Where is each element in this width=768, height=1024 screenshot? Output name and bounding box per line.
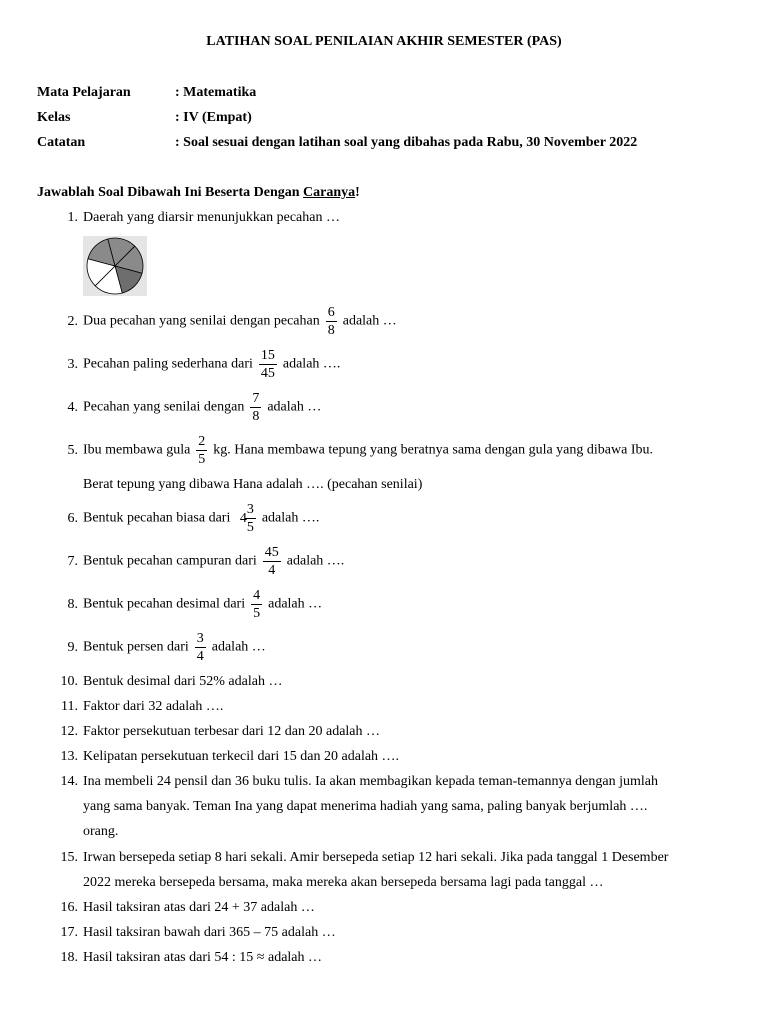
document-title: LATIHAN SOAL PENILAIAN AKHIR SEMESTER (PAS) — [206, 34, 562, 49]
question-number: 18. — [60, 950, 78, 965]
question-number: 8. — [67, 597, 78, 612]
instruction: Jawablah Soal Dibawah Ini Beserta Dengan Caranya! — [37, 185, 360, 200]
question-text: Dua pecahan yang senilai dengan pecahan $\frac{6}{8}$ adalah … — [83, 305, 397, 338]
question-text: Pecahan yang senilai dengan $\frac{7}{8}$ adalah … — [83, 391, 322, 424]
question-number: 9. — [67, 640, 78, 655]
fraction: $\frac{4}{5}$ — [253, 588, 261, 621]
question-text: Faktor persekutuan terbesar dari 12 dan 20 adalah … — [83, 724, 381, 739]
meta-label: Kelas — [37, 110, 71, 125]
pie-image — [83, 236, 147, 296]
question-text: Faktor dari 32 adalah …. — [83, 699, 224, 714]
meta-value: : Soal sesuai dengan latihan soal yang dibahas pada Rabu, 30 November 2022 — [175, 135, 638, 150]
question-number: 15. — [60, 850, 78, 865]
fraction: $\frac{6}{8}$ — [327, 305, 335, 338]
question-number: 13. — [60, 749, 78, 764]
question-number: 5. — [67, 443, 78, 458]
question-text: Bentuk persen dari $\frac{3}{4}$ adalah … — [83, 631, 266, 664]
question-text: Hasil taksiran atas dari 24 + 37 adalah … — [83, 900, 315, 915]
question-text: Ina membeli 24 pensil dan 36 buku tulis. Ia akan membagikan kepada teman-temannya dengan jumlah — [83, 774, 658, 789]
question-number: 16. — [60, 900, 78, 915]
question-number: 7. — [67, 554, 78, 569]
question-text: Bentuk pecahan biasa dari 4 $\frac{3}{5}$ adalah …. — [83, 502, 320, 535]
fraction: $\frac{15}{45}$ — [260, 348, 275, 381]
question-text: Kelipatan persekutuan terkecil dari 15 dan 20 adalah …. — [83, 749, 400, 764]
question-number: 11. — [61, 699, 78, 714]
question-number: 12. — [60, 724, 78, 739]
question-text: Pecahan paling sederhana dari $\frac{15}{45}$ adalah …. — [83, 348, 341, 381]
question-text: Bentuk pecahan desimal dari $\frac{4}{5}$ adalah … — [83, 588, 323, 621]
meta-label: Mata Pelajaran — [37, 85, 131, 100]
mixed-whole: 4 — [239, 510, 247, 526]
meta-value: : Matematika — [175, 85, 257, 100]
question-number: 1. — [67, 210, 78, 225]
question-text: Bentuk pecahan campuran dari $\frac{45}{4}$ adalah …. — [83, 545, 345, 578]
pie-chart-icon — [83, 236, 147, 296]
question-number: 3. — [67, 357, 78, 372]
question-text: Daerah yang diarsir menunjukkan pecahan … — [83, 210, 340, 225]
fraction: $\frac{3}{5}$ — [246, 502, 254, 535]
fraction: $\frac{7}{8}$ — [252, 391, 260, 424]
question-number: 2. — [67, 314, 78, 329]
question-number: 6. — [67, 511, 78, 526]
question-number: 14. — [60, 774, 78, 789]
meta-value: : IV (Empat) — [175, 110, 252, 125]
question-number: 17. — [60, 925, 78, 940]
question-text: Hasil taksiran atas dari 54 : 15 ≈ adalah … — [83, 950, 323, 965]
question-text: Hasil taksiran bawah dari 365 – 75 adalah … — [83, 925, 336, 940]
fraction: $\frac{2}{5}$ — [198, 434, 206, 467]
fraction: $\frac{3}{4}$ — [196, 631, 204, 664]
fraction: $\frac{45}{4}$ — [264, 545, 279, 578]
question-number: 4. — [67, 400, 78, 415]
question-text: Bentuk desimal dari 52% adalah … — [83, 674, 283, 689]
question-number: 10. — [60, 674, 78, 689]
question-text: Irwan bersepeda setiap 8 hari sekali. Amir bersepeda setiap 12 hari sekali. Jika pada tanggal 1 Desember — [83, 850, 669, 865]
question-text: Ibu membawa gula $\frac{2}{5}$ kg. Hana membawa tepung yang beratnya sama dengan gula yang dibawa Ibu. — [83, 434, 653, 467]
meta-label: Catatan — [37, 135, 86, 150]
